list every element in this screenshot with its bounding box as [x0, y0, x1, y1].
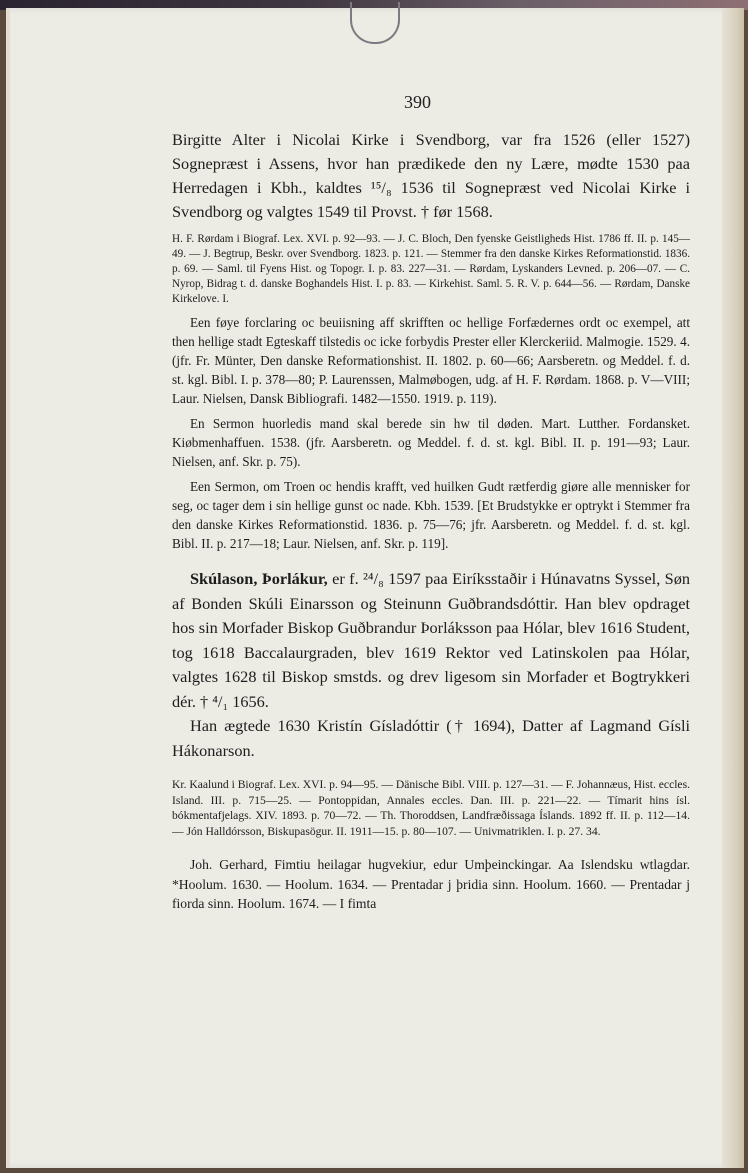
paragraph-work-forclaring: Een føye forclaring oc beuiisning aff skrifften oc hellige Forfædernes ordt oc exempel, att then hellige stadt Egteskaff tilstedis oc icke forbydis Prester eller Klerckeriid. Malmogie. 1529. 4. (jfr. Fr. Münter, Den danske Reformationshist. II. 1802. p. 60—66; Aarsberetn. og Meddel. f. d. st. kgl. Bibl. I. p. 378—80; P. Laurenssen, Malmøbogen, udg. af H. F. Rørdam. 1868. p. V—VIII; Laur. Nielsen, Dansk Bibliografi. 1482—1550. 1919. p. 119). — [172, 315, 690, 406]
page-text — [172, 128, 690, 914]
paragraph-biography-end: Birgitte Alter i Nicolai Kirke i Svendborg, var fra 1526 (eller 1527) Sognepræst i Assens, hvor han prædikede den ny Lære, mødte 1530 paa Herredagen i Kbh., kaldtes ¹⁵/₈ 1536 til Sognepræst ved Nicolai Kirke i Svendborg og valgtes 1549 til Provst. † før 1568. — [172, 130, 690, 221]
entry-name: Skúlason, Þorlákur, — [190, 569, 328, 588]
paragraph-references: H. F. Rørdam i Biograf. Lex. XVI. p. 92—93. — J. C. Bloch, Den fyenske Geistligheds Hist. 1786 ff. II. p. 145—49. — J. Begtrup, Beskr. over Svendborg. 1823. p. 121. — Stemmer fra den danske Kirkes Reformationstid. 1836. p. 69. — Saml. til Fyens Hist. og Topogr. I. p. 83. 227—31. — Rørdam, Lyskanders Levned. p. 206—07. — C. Nyrop, Bidrag t. d. danske Boghandels Hist. I. p. 83. — Kirkehist. Saml. 5. R. V. p. 644—56. — Rørdam, Danske Kirkelove. I. — [172, 233, 690, 305]
paragraph-work-sermon-troen: Een Sermon, om Troen oc hendis krafft, ved huilken Gudt rætferdig giøre alle mennisker for seg, oc tager dem i sin hellige gunst oc nade. Kbh. 1539. [Et Brudstykke er optrykt i Stemmer fra den danske Kirkes Reformationstid. 1836. p. 75—76; jfr. Aarsberetn. og Meddel. f. d. st. kgl. Bibl. II. p. 217—18; Laur. Nielsen, anf. Skr. p. 119]. — [172, 479, 690, 551]
paragraph-work-gerhard: Joh. Gerhard, Fimtiu heilagar hugvekiur, edur Umþeinckingar. Aa Islendsku wtlagdar. *Hoolum. 1630. — Hoolum. 1634. — Prentadar j þridia sinn. Hoolum. 1660. — Prentadar j fiorda sinn. Hoolum. 1674. — I fimta — [172, 857, 690, 911]
page-edge-shadow — [722, 8, 744, 1168]
paragraph-work-sermon-doden: En Sermon huorledis mand skal berede sin hw til døden. Mart. Lutther. Fordansket. Kiøbmenhaffuen. 1538. (jfr. Aarsberetn. og Meddel. f. d. st. kgl. Bibl. II. p. 191—93; Laur. Nielsen, anf. Skr. p. 75). — [172, 416, 690, 469]
paragraph-skulason-biography — [172, 567, 690, 714]
entry-biography-text: er f. ²⁴/₈ 1597 paa Eiríksstaðir i Húnavatns Syssel, Søn af Bonden Skúli Einarsson og Steinunn Guðbrandsdóttir. Han blev opdraget hos sin Morfader Biskop Guðbrandur Þorláksson paa Hólar, blev 1616 Student, tog 1618 Baccalaurgraden, blev 1619 Rektor ved Latinskolen paa Hólar, valgtes 1628 til Biskop smstds. og drev ligesom sin Morfader et Bogtrykkeri dér. † ⁴/₁ 1656. — [172, 569, 690, 711]
page-number: 390 — [404, 92, 431, 112]
paragraph-skulason-marriage: Han ægtede 1630 Kristín Gísladóttir († 1694), Datter af Lagmand Gísli Hákonarson. — [172, 716, 690, 760]
paragraph-skulason-references: Kr. Kaalund i Biograf. Lex. XVI. p. 94—95. — Dänische Bibl. VIII. p. 127—31. — F. Johannæus, Hist. eccles. Island. III. p. 715—25. — Pontoppidan, Annales eccles. Dan. III. p. 221—22. — Tímarit hins ísl. bókmentafjelags. XIV. 1893. p. 70—72. — Th. Thoroddsen, Landfræðissaga Íslands. 1892 ff. II. p. 112—14. — Jón Halldórsson, Biskupasögur. II. 1911—15. p. 80—107. — Univmatriklen. I. p. 27. 34. — [172, 778, 690, 838]
